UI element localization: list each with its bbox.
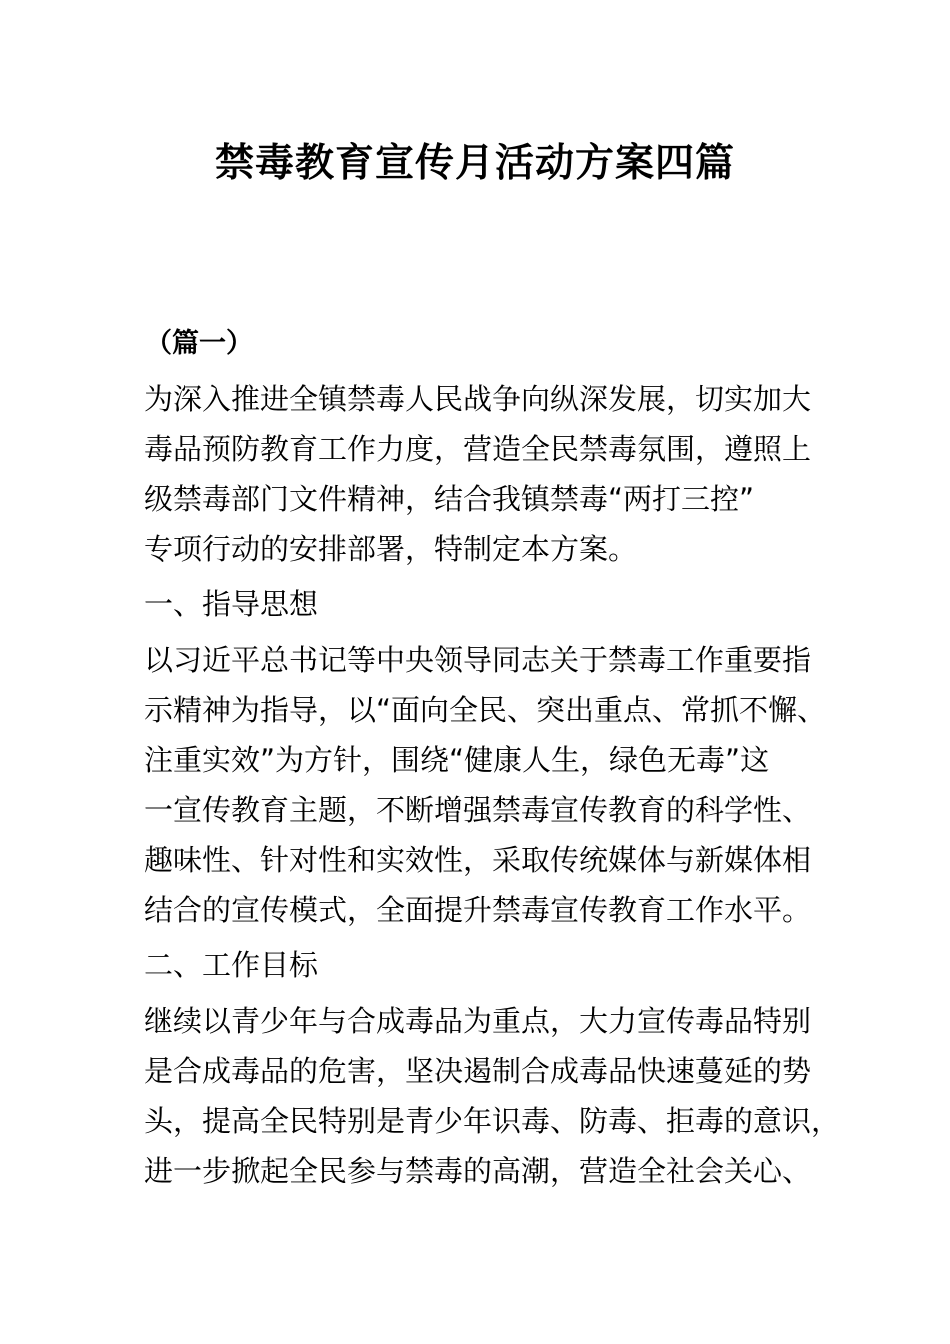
text-line: 是合成毒品的危害，坚决遏制合成毒品快速蔓延的势 [144, 1054, 812, 1088]
text-line: 为深入推进全镇禁毒人民战争向纵深发展，切实加大 [144, 382, 812, 416]
text-line: 以习近平总书记等中央领导同志关于禁毒工作重要指 [144, 643, 812, 677]
heading-guidance [144, 579, 824, 629]
text-line: 头，提高全民特别是青少年识毒、防毒、拒毒的意识， [144, 1104, 841, 1138]
text-line: 专项行动的安排部署，特制定本方案。 [144, 532, 638, 566]
paragraph-goals [144, 996, 841, 1196]
section-label: （篇一） [145, 328, 253, 359]
text-line: 继续以青少年与合成毒品为重点，大力宣传毒品特别 [144, 1004, 812, 1038]
section-heading: 一、指导思想 [144, 587, 319, 621]
text-line: 结合的宣传模式，全面提升禁毒宣传教育工作水平。 [144, 893, 812, 927]
text-line: 级禁毒部门文件精神，结合我镇禁毒“两打三控” [144, 482, 755, 516]
text-line: 注重实效”为方针，围绕“健康人生，绿色无毒”这 [144, 743, 770, 777]
paragraph-intro [144, 374, 824, 574]
heading-goals [144, 940, 824, 990]
text-line: 趣味性、针对性和实效性，采取传统媒体与新媒体相 [144, 843, 812, 877]
paragraph-guidance [144, 635, 827, 935]
document-title: 禁毒教育宣传月活动方案四篇 [214, 141, 735, 186]
text-line: 进一步掀起全民参与禁毒的高潮，营造全社会关心、 [144, 1154, 812, 1188]
text-line: 示精神为指导，以“面向全民、突出重点、常抓不懈、 [144, 693, 827, 727]
section-heading: 二、工作目标 [144, 948, 319, 982]
text-line: 毒品预防教育工作力度，营造全民禁毒氛围，遵照上 [144, 432, 812, 466]
text-line: 一宣传教育主题，不断增强禁毒宣传教育的科学性、 [144, 793, 812, 827]
